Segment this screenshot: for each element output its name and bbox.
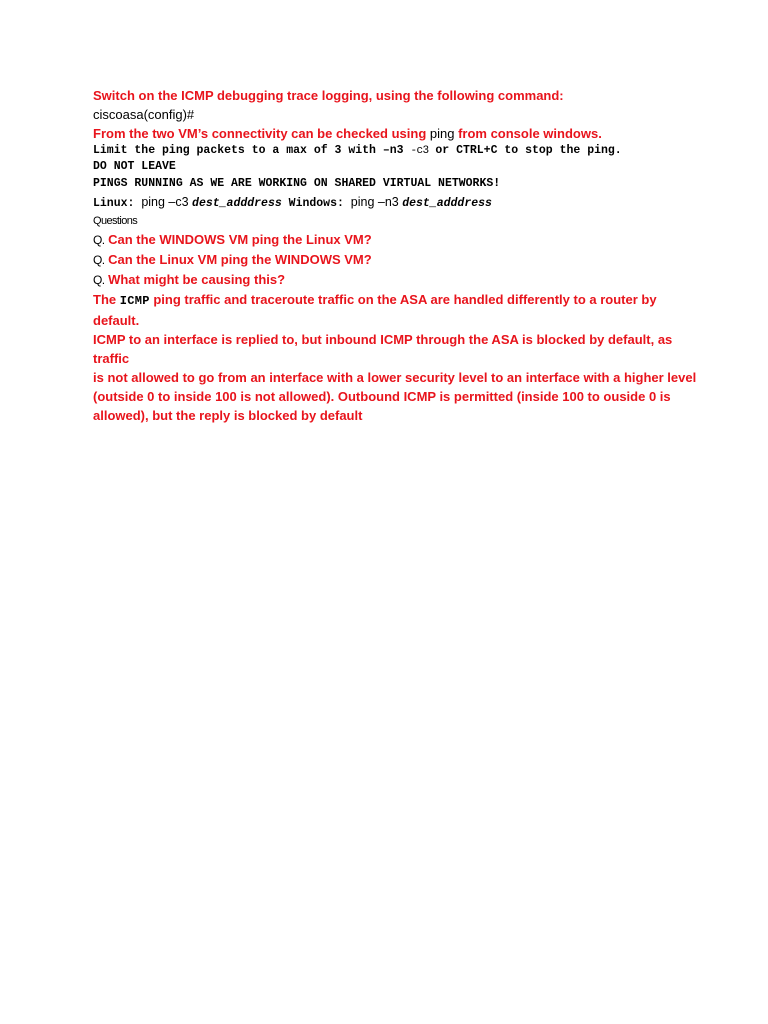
answer-line-6 — [93, 387, 693, 406]
question-1-text: Can the WINDOWS VM ping the Linux VM? — [108, 232, 372, 247]
questions-heading — [93, 212, 693, 230]
answer-line-3 — [93, 330, 693, 349]
answer-line-5 — [93, 368, 697, 387]
answer-line-1 — [93, 290, 693, 311]
connectivity-text-end: from console windows. — [454, 126, 602, 141]
answer-line-7-text: allowed), but the reply is blocked by default — [93, 408, 363, 423]
intro-text: Switch on the ICMP debugging trace logging, using the following command: — [93, 88, 564, 103]
warning-text: PINGS RUNNING AS WE ARE WORKING ON SHARED VIRTUAL NETWORKS! — [93, 177, 501, 190]
command-prompt-text: ciscoasa(config)# — [93, 107, 195, 122]
limit-ping-text-end: or CTRL+C to stop the ping. — [428, 144, 622, 157]
answer-line-2-text: default. — [93, 313, 140, 328]
os-commands-line — [93, 194, 693, 212]
intro-line — [93, 86, 693, 105]
answer-line-4-text: traffic — [93, 351, 130, 366]
question-2-prefix: Q. — [93, 253, 105, 267]
question-2-text: Can the Linux VM ping the WINDOWS VM? — [108, 252, 372, 267]
ping-inline-word: ping — [429, 126, 455, 141]
do-not-leave-line — [93, 159, 693, 175]
answer-line-5-text: is not allowed to go from an interface with a lower security level to an interface with a higher level — [93, 370, 697, 385]
do-not-leave-text: DO NOT LEAVE — [93, 160, 176, 173]
document-body — [93, 86, 697, 425]
answer-line-3-text: ICMP to an interface is replied to, but inbound ICMP through the ASA is blocked by default, as — [93, 332, 673, 347]
answer-line-7 — [93, 406, 693, 425]
answer-line-1-start: The — [93, 292, 120, 307]
windows-dest-address: dest_adddress — [402, 197, 492, 210]
limit-ping-c3: -c3 — [410, 145, 429, 157]
questions-heading-text: Questions — [93, 215, 138, 227]
connectivity-text-start: From the two VM’s connectivity can be checked using — [93, 126, 430, 141]
answer-icmp-word: ICMP — [119, 294, 150, 308]
linux-ping-command: ping –c3 — [141, 195, 193, 209]
limit-ping-text-start: Limit the ping packets to a max of 3 with –n3 — [93, 144, 411, 157]
answer-line-6-text: (outside 0 to inside 100 is not allowed). Outbound ICMP is permitted (inside 100 to ouside 0 is — [93, 389, 671, 404]
question-3-prefix: Q. — [93, 273, 105, 287]
question-3-text: What might be causing this? — [108, 272, 286, 287]
windows-label: Windows: — [281, 197, 351, 210]
linux-label: Linux: — [93, 197, 142, 210]
question-3 — [93, 270, 693, 290]
question-1-prefix: Q. — [93, 233, 105, 247]
limit-ping-line — [93, 143, 693, 159]
warning-line — [93, 176, 693, 192]
connectivity-line — [93, 124, 693, 143]
answer-line-2 — [93, 311, 693, 330]
question-2 — [93, 250, 693, 270]
windows-ping-command: ping –n3 — [350, 195, 403, 209]
answer-line-4 — [93, 349, 693, 368]
answer-line-1-end: ping traffic and traceroute traffic on the ASA are handled differently to a router by — [149, 292, 657, 307]
question-1 — [93, 230, 693, 250]
linux-dest-address: dest_adddress — [192, 197, 282, 210]
command-line — [93, 105, 693, 124]
